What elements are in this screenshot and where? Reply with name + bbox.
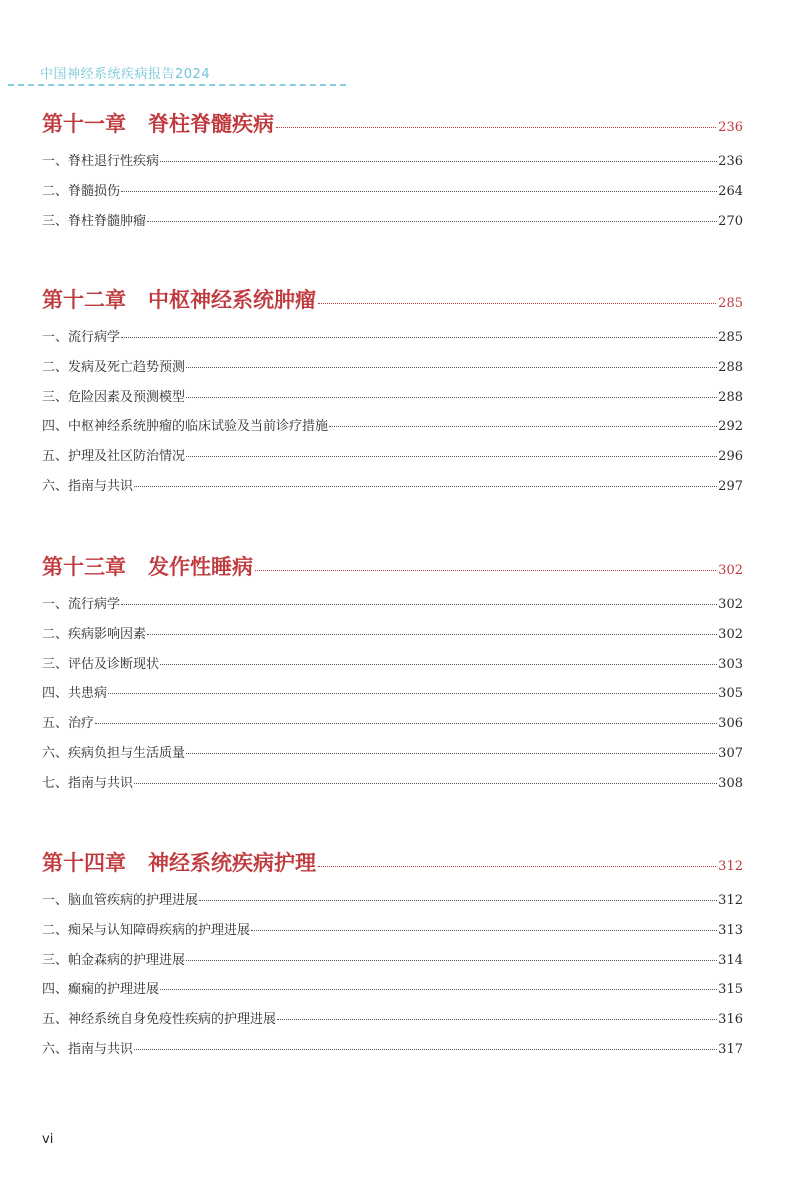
toc-entry[interactable] xyxy=(42,326,743,356)
dot-leader xyxy=(186,367,717,368)
toc-entry[interactable] xyxy=(42,623,743,653)
toc-entry[interactable] xyxy=(42,682,743,712)
toc-entry-page: 288 xyxy=(718,359,743,375)
toc-entry[interactable] xyxy=(42,593,743,623)
toc-entry[interactable] xyxy=(42,653,743,683)
toc-entry-page: 296 xyxy=(718,449,743,465)
toc-entry-page: 305 xyxy=(718,686,743,702)
header-divider xyxy=(8,84,346,86)
chapter-title: 中枢神经系统肿瘤 xyxy=(148,287,316,312)
toc-entry[interactable] xyxy=(42,772,743,802)
chapter-label: 第十一章 xyxy=(42,111,126,136)
toc-entry-title: 六、疾病负担与生活质量 xyxy=(42,745,186,761)
toc-entry-title: 五、治疗 xyxy=(42,716,95,732)
dot-leader xyxy=(147,221,717,222)
dot-leader xyxy=(121,191,717,192)
toc-entry-title: 二、发病及死亡趋势预测 xyxy=(42,359,186,375)
chapter-heading[interactable] xyxy=(42,551,743,583)
toc-entry-page: 302 xyxy=(718,626,743,642)
toc-entry-page: 303 xyxy=(718,656,743,672)
toc-entry-page: 236 xyxy=(718,154,743,169)
dot-leader xyxy=(160,989,717,990)
toc-entry-page: 270 xyxy=(718,213,743,229)
dot-leader xyxy=(95,723,717,724)
chapter-12 xyxy=(42,284,743,505)
chapter-page-number: 236 xyxy=(718,120,743,135)
toc-entry[interactable] xyxy=(42,386,743,416)
toc-entry[interactable] xyxy=(42,712,743,742)
dot-leader xyxy=(160,664,717,665)
toc-entry-page: 312 xyxy=(718,893,743,908)
toc-entry[interactable] xyxy=(42,445,743,475)
toc-entry[interactable] xyxy=(42,415,743,445)
dot-leader xyxy=(160,161,717,162)
toc-entry[interactable] xyxy=(42,978,743,1008)
dot-leader xyxy=(255,570,716,571)
toc-entry-title: 二、疾病影响因素 xyxy=(42,626,147,642)
chapter-14 xyxy=(42,847,743,1068)
dot-leader xyxy=(318,866,716,867)
toc-entry-title: 三、评估及诊断现状 xyxy=(42,656,160,672)
toc-entry-title: 一、流行病学 xyxy=(42,330,121,345)
toc-entry[interactable] xyxy=(42,150,743,180)
dot-leader xyxy=(186,753,717,754)
chapter-heading[interactable] xyxy=(42,847,743,879)
toc-entry-title: 二、脊髓损伤 xyxy=(42,183,121,199)
toc-entry-page: 315 xyxy=(718,982,743,998)
toc-entry-page: 264 xyxy=(718,183,743,199)
toc-entry-page: 292 xyxy=(718,419,743,435)
toc-entry-title: 四、共患病 xyxy=(42,686,108,702)
dot-leader xyxy=(134,783,717,784)
toc-entry-title: 一、流行病学 xyxy=(42,597,121,612)
toc-entry[interactable] xyxy=(42,180,743,210)
dot-leader xyxy=(186,397,717,398)
toc-entry-title: 二、痴呆与认知障碍疾病的护理进展 xyxy=(42,922,251,938)
page-number: vi xyxy=(42,1132,54,1147)
toc-entry-page: 288 xyxy=(718,389,743,405)
dot-leader xyxy=(329,426,717,427)
toc-entry-page: 302 xyxy=(718,597,743,612)
dot-leader xyxy=(186,456,717,457)
toc-entry-page: 313 xyxy=(718,922,743,938)
toc-entry-title: 七、指南与共识 xyxy=(42,775,134,791)
chapter-heading[interactable] xyxy=(42,284,743,316)
dot-leader xyxy=(186,960,717,961)
toc-entry-title: 四、癫痫的护理进展 xyxy=(42,982,160,998)
chapter-label: 第十二章 xyxy=(42,287,126,312)
chapter-heading[interactable] xyxy=(42,108,743,140)
toc-entry[interactable] xyxy=(42,1038,743,1068)
toc-entry[interactable] xyxy=(42,356,743,386)
dot-leader xyxy=(121,337,717,338)
dot-leader xyxy=(108,693,717,694)
toc-entry-title: 三、帕金森病的护理进展 xyxy=(42,952,186,968)
toc-entry[interactable] xyxy=(42,1008,743,1038)
chapter-page-number: 312 xyxy=(718,859,743,874)
chapter-title: 神经系统疾病护理 xyxy=(148,850,316,875)
chapter-title: 发作性睡病 xyxy=(148,554,253,579)
toc-entry-title: 四、中枢神经系统肿瘤的临床试验及当前诊疗措施 xyxy=(42,419,329,435)
chapter-11 xyxy=(42,108,743,239)
toc-entry-page: 317 xyxy=(718,1041,743,1057)
toc-entry-title: 五、护理及社区防治情况 xyxy=(42,449,186,465)
chapter-label: 第十四章 xyxy=(42,850,126,875)
toc-entry[interactable] xyxy=(42,742,743,772)
toc-entry-title: 三、危险因素及预测模型 xyxy=(42,389,186,405)
toc-entry-title: 六、指南与共识 xyxy=(42,478,134,494)
dot-leader xyxy=(251,930,717,931)
toc-entry[interactable] xyxy=(42,210,743,240)
toc-entry-page: 306 xyxy=(718,716,743,732)
dot-leader xyxy=(121,604,717,605)
dot-leader xyxy=(134,486,717,487)
dot-leader xyxy=(147,634,717,635)
toc-entry-page: 307 xyxy=(718,745,743,761)
toc-entry[interactable] xyxy=(42,919,743,949)
toc-entry-page: 297 xyxy=(718,478,743,494)
toc-entry-title: 五、神经系统自身免疫性疾病的护理进展 xyxy=(42,1012,277,1028)
chapter-title: 脊柱脊髓疾病 xyxy=(148,111,274,136)
toc-entry-title: 六、指南与共识 xyxy=(42,1041,134,1057)
chapter-page-number: 285 xyxy=(718,296,743,311)
toc-entry-title: 一、脑血管疾病的护理进展 xyxy=(42,893,199,908)
toc-entry[interactable] xyxy=(42,889,743,919)
toc-entry[interactable] xyxy=(42,949,743,979)
chapter-page-number: 302 xyxy=(718,563,743,578)
toc-entry[interactable] xyxy=(42,475,743,505)
toc-entry-title: 一、脊柱退行性疾病 xyxy=(42,154,160,169)
toc-entry-page: 314 xyxy=(718,952,743,968)
toc-entry-page: 285 xyxy=(718,330,743,345)
toc-entry-page: 316 xyxy=(718,1012,743,1028)
dot-leader xyxy=(318,303,716,304)
toc-entry-title: 三、脊柱脊髓肿瘤 xyxy=(42,213,147,229)
dot-leader xyxy=(199,900,717,901)
chapter-label: 第十三章 xyxy=(42,554,126,579)
dot-leader xyxy=(277,1019,717,1020)
toc-entry-page: 308 xyxy=(718,775,743,791)
dot-leader xyxy=(134,1049,717,1050)
dot-leader xyxy=(276,127,716,128)
chapter-13 xyxy=(42,551,743,802)
running-header: 中国神经系统疾病报告2024 xyxy=(40,67,211,82)
